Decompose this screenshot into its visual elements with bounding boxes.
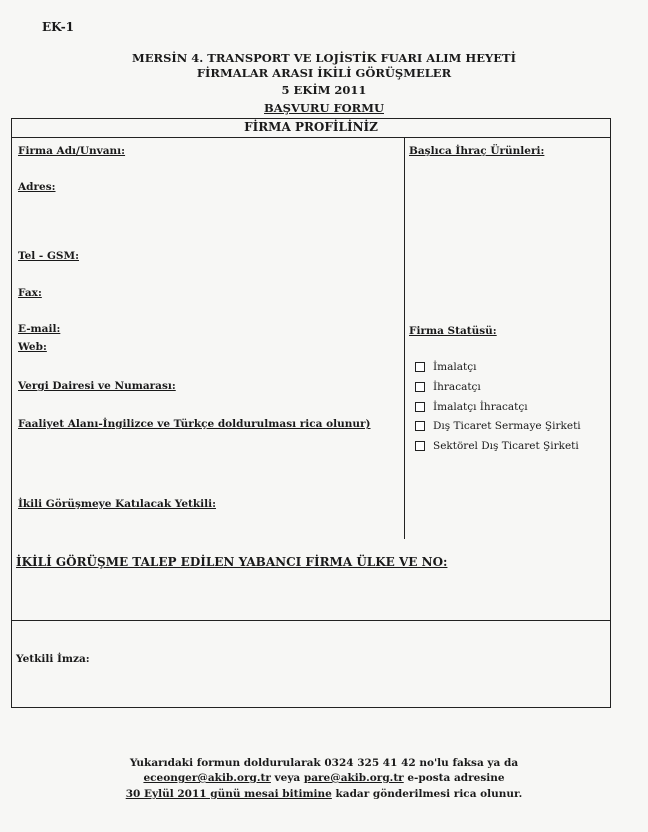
title-divider (11, 137, 611, 138)
email-link-1[interactable]: eceonger@akib.org.tr (143, 772, 271, 784)
tel-label: Tel - GSM: (18, 250, 79, 262)
activity-label: Faaliyet Alanı-İngilizce ve Türkçe doldurulması rica olunur) (18, 418, 371, 430)
checkbox-icon[interactable] (415, 421, 425, 431)
footer-line-1: Yukarıdaki formun doldurularak 0324 325 41 42 no'lu faksa ya da (129, 757, 519, 769)
address-label: Adres: (18, 181, 56, 193)
checkbox-icon[interactable] (415, 382, 425, 392)
status-option-manufacturer-exporter[interactable]: İmalatçı İhracatçı (415, 401, 528, 413)
form-title: BAŞVURU FORMU (264, 101, 384, 115)
checkbox-icon[interactable] (415, 441, 425, 451)
exports-label: Başlıca İhraç Ürünleri: (409, 145, 545, 157)
representative-label: İkili Görüşmeye Katılacak Yetkili: (18, 498, 217, 510)
profile-title: FİRMA PROFİLİNİZ (244, 120, 378, 134)
footer-line-3: 30 Eylül 2011 günü mesai bitimine kadar gönderilmesi rica olunur. (125, 788, 523, 800)
status-option-exporter[interactable]: İhracatçı (415, 381, 481, 393)
header-line-2: FİRMALAR ARASI İKİLİ GÖRÜŞMELER (196, 66, 452, 80)
signature-divider (11, 620, 611, 621)
column-divider (404, 137, 405, 539)
status-option-sectoral-foreign-trade[interactable]: Sektörel Dış Ticaret Şirketi (415, 440, 579, 452)
web-label: Web: (18, 341, 47, 353)
email-link-2[interactable]: pare@akib.org.tr (303, 772, 404, 784)
firm-name-label: Firma Adı/Unvanı: (18, 145, 126, 157)
checkbox-icon[interactable] (415, 402, 425, 412)
deadline: 30 Eylül 2011 günü mesai bitimine (125, 788, 332, 800)
fax-label: Fax: (18, 287, 42, 299)
status-option-manufacturer[interactable]: İmalatçı (415, 361, 476, 373)
request-label: İKİLİ GÖRÜŞME TALEP EDİLEN YABANCI FİRMA ÜLKE VE NO: (16, 555, 448, 569)
tax-label: Vergi Dairesi ve Numarası: (18, 380, 176, 392)
status-option-foreign-trade-capital[interactable]: Dış Ticaret Sermaye Şirketi (415, 420, 581, 432)
signature-label: Yetkili İmza: (16, 653, 90, 665)
status-label: Firma Statüsü: (409, 325, 497, 337)
document-code: EK-1 (42, 20, 75, 34)
email-label: E-mail: (18, 323, 61, 335)
checkbox-icon[interactable] (415, 362, 425, 372)
footer-line-2: eceonger@akib.org.tr veya pare@akib.org.tr e-posta adresine (143, 772, 505, 784)
header-date: 5 EKİM 2011 (281, 83, 367, 97)
header-line-1: MERSİN 4. TRANSPORT VE LOJİSTİK FUARI ALIM HEYETİ (132, 51, 516, 65)
